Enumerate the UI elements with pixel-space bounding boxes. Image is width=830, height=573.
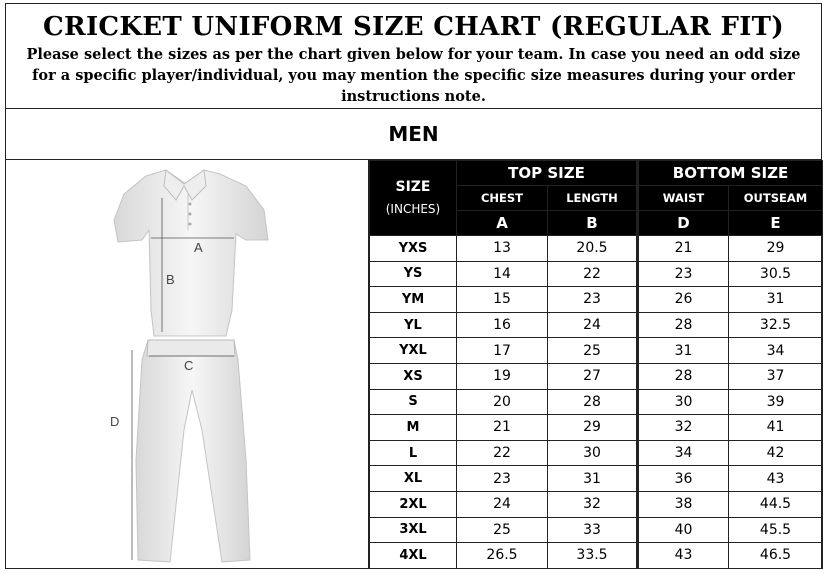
cell-size: S [370,389,457,415]
cell-size: XS [370,363,457,389]
table-row [370,466,823,492]
cell-waist: 30 [638,389,729,415]
cell-size: XL [370,466,457,492]
cell-length: 32 [548,491,638,517]
cell-waist: 31 [638,338,729,364]
cell-length: 30 [548,440,638,466]
uniform-drawing [6,160,370,569]
cell-length: 33.5 [548,543,638,569]
cell-chest: 19 [457,363,548,389]
cell-length: 33 [548,517,638,543]
cell-outseam: 46.5 [729,543,823,569]
table-row [370,338,823,364]
cell-outseam: 31 [729,287,823,313]
cell-chest: 22 [457,440,548,466]
size-column-header [370,161,457,236]
cell-chest: 20 [457,389,548,415]
cell-length: 23 [548,287,638,313]
bottom-size-header: BOTTOM SIZE [638,161,823,186]
cell-waist: 34 [638,440,729,466]
cell-size: 3XL [370,517,457,543]
cell-chest: 16 [457,312,548,338]
cell-length: 25 [548,338,638,364]
waist-header: WAIST [638,186,729,211]
cell-size: YM [370,287,457,313]
cell-size: YXL [370,338,457,364]
cell-waist: 32 [638,415,729,441]
cell-waist: 43 [638,543,729,569]
cell-size: YXS [370,236,457,262]
page-title: CRICKET UNIFORM SIZE CHART (REGULAR FIT) [43,12,784,42]
cell-size: L [370,440,457,466]
cell-waist: 21 [638,236,729,262]
cell-outseam: 45.5 [729,517,823,543]
cell-waist: 38 [638,491,729,517]
outseam-letter: E [729,211,823,236]
table-row [370,543,823,569]
table-row [370,363,823,389]
cell-outseam: 44.5 [729,491,823,517]
length-header: LENGTH [548,186,638,211]
cell-waist: 28 [638,363,729,389]
cell-length: 22 [548,261,638,287]
label-c: C [184,358,194,373]
uniform-illustration [5,160,369,569]
label-a: A [194,240,203,255]
cell-length: 31 [548,466,638,492]
cell-chest: 25 [457,517,548,543]
cell-size: YS [370,261,457,287]
cell-outseam: 42 [729,440,823,466]
header [5,3,822,109]
page-subtitle: Please select the sizes as per the chart given below for your team. In case you need an odd size for a specific player/individual, you may mention the specific size measures during your order instructions note. [26,46,801,105]
size-table [369,160,823,569]
cell-size: YL [370,312,457,338]
table-row [370,415,823,441]
cell-chest: 24 [457,491,548,517]
table-row [370,517,823,543]
pants-shape [136,340,250,562]
cell-chest: 23 [457,466,548,492]
table-row [370,236,823,262]
cell-chest: 15 [457,287,548,313]
cell-size: 4XL [370,543,457,569]
section-title: MEN [5,109,822,160]
label-b: B [166,272,175,287]
waist-letter: D [638,211,729,236]
length-letter: B [548,211,638,236]
cell-chest: 26.5 [457,543,548,569]
table-row [370,287,823,313]
top-size-header: TOP SIZE [457,161,638,186]
cell-chest: 21 [457,415,548,441]
cell-outseam: 29 [729,236,823,262]
cell-outseam: 32.5 [729,312,823,338]
shirt-shape [114,170,268,336]
cell-chest: 17 [457,338,548,364]
cell-length: 24 [548,312,638,338]
table-row [370,312,823,338]
size-header-label: SIZE [395,179,431,195]
outseam-header: OUTSEAM [729,186,823,211]
table-row [370,491,823,517]
cell-outseam: 37 [729,363,823,389]
cell-length: 20.5 [548,236,638,262]
cell-outseam: 30.5 [729,261,823,287]
cell-outseam: 43 [729,466,823,492]
label-d: D [110,414,120,429]
cell-outseam: 34 [729,338,823,364]
cell-length: 28 [548,389,638,415]
cell-length: 27 [548,363,638,389]
cell-chest: 13 [457,236,548,262]
cell-waist: 40 [638,517,729,543]
cell-size: 2XL [370,491,457,517]
chest-letter: A [457,211,548,236]
table-row [370,389,823,415]
size-unit-label: (INCHES) [385,202,441,216]
table-row [370,261,823,287]
cell-outseam: 41 [729,415,823,441]
cell-waist: 23 [638,261,729,287]
table-row [370,440,823,466]
cell-waist: 26 [638,287,729,313]
cell-waist: 36 [638,466,729,492]
chest-header: CHEST [457,186,548,211]
cell-chest: 14 [457,261,548,287]
cell-length: 29 [548,415,638,441]
cell-outseam: 39 [729,389,823,415]
cell-size: M [370,415,457,441]
cell-waist: 28 [638,312,729,338]
